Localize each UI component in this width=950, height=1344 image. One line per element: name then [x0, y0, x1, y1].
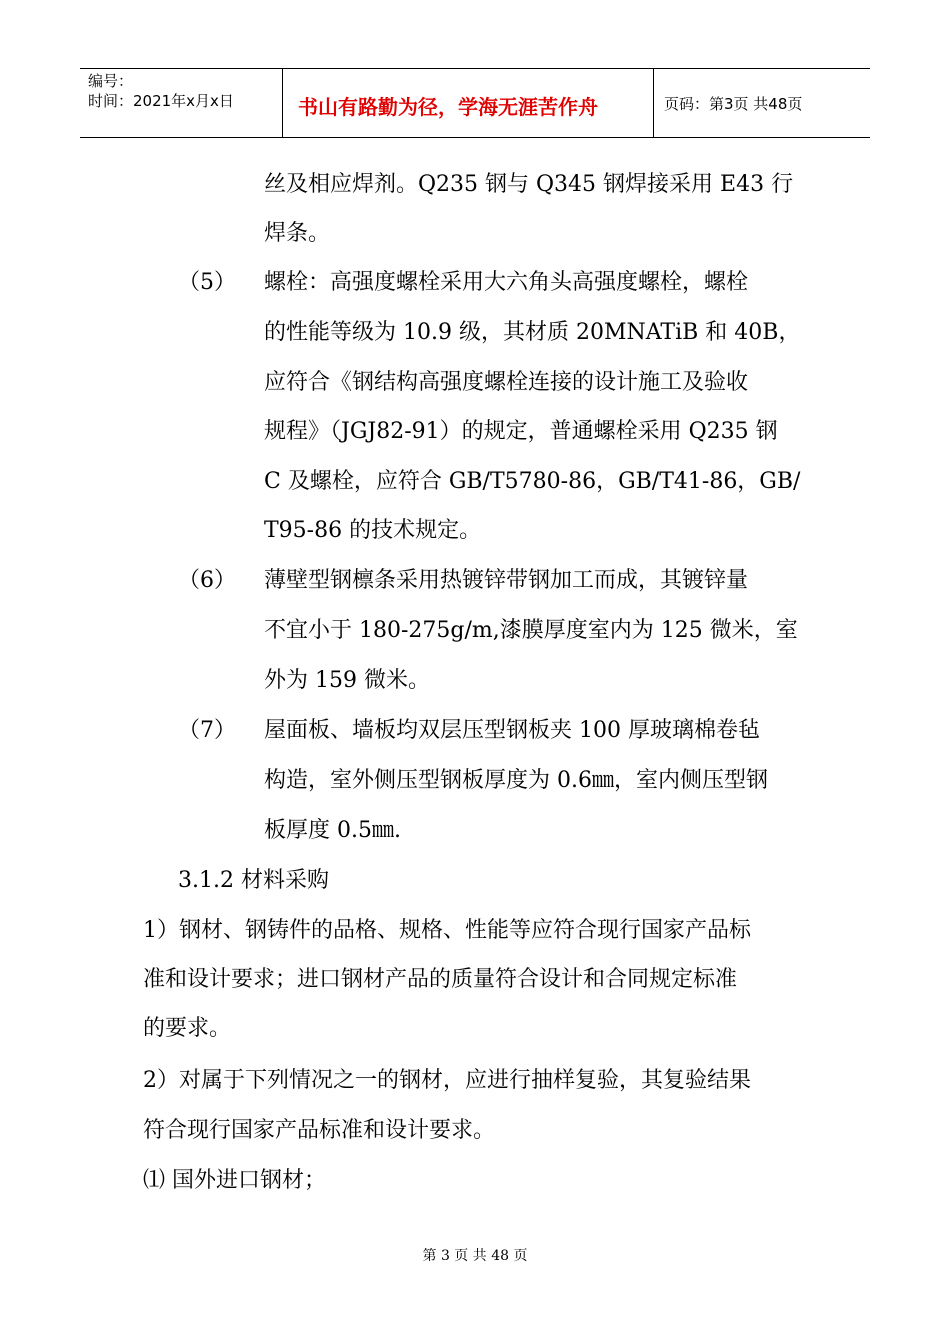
body-line: 丝及相应焊剂。Q235 钢与 Q345 钢焊接采用 E43 行 [264, 172, 794, 197]
page-header [80, 68, 870, 138]
header-page-cell [654, 69, 870, 137]
header-info-cell [80, 69, 283, 137]
item-number: （6） [178, 568, 236, 593]
header-code-label: 编号： [88, 72, 134, 90]
body-line: 规程》（JGJ82-91）的规定，普通螺栓采用 Q235 钢 [264, 419, 778, 444]
body-line: C 及螺栓，应符合 GB/T5780-86，GB/T41-86，GB/ [264, 469, 801, 494]
header-page-label: 页码：第3页 共48页 [664, 95, 803, 113]
body-line: 应符合《钢结构高强度螺栓连接的设计施工及验收 [264, 370, 749, 395]
header-motto: 书山有路勤为径，学海无涯苦作舟 [298, 95, 598, 119]
item-number: （5） [178, 270, 236, 295]
body-line: 屋面板、墙板均双层压型钢板夹 100 厚玻璃棉卷毡 [264, 718, 760, 743]
body-line: 焊条。 [264, 221, 331, 246]
page-footer: 第 3 页 共 48 页 [422, 1248, 528, 1264]
body-line: T95-86 的技术规定。 [264, 518, 482, 543]
header-time-label: 时间：2021年x月x日 [88, 92, 234, 110]
body-line: 构造，室外侧压型钢板厚度为 0.6㎜，室内侧压型钢 [264, 768, 768, 793]
body-line: 准和设计要求；进口钢材产品的质量符合设计和合同规定标准 [143, 967, 738, 992]
body-line: 不宜小于 180-275g/m,漆膜厚度室内为 125 微米，室 [264, 618, 798, 643]
body-line: 2）对属于下列情况之一的钢材，应进行抽样复验，其复验结果 [143, 1068, 751, 1093]
body-line: 螺栓：高强度螺栓采用大六角头高强度螺栓，螺栓 [264, 270, 749, 295]
body-line: 外为 159 微米。 [264, 668, 430, 693]
body-line: 的性能等级为 10.9 级，其材质 20MNATiB 和 40B， [264, 320, 801, 345]
body-line: ⑴ 国外进口钢材； [143, 1168, 326, 1193]
body-line: 符合现行国家产品标准和设计要求。 [143, 1118, 496, 1143]
body-line: 薄壁型钢檩条采用热镀锌带钢加工而成，其镀锌量 [264, 568, 749, 593]
header-motto-cell [283, 69, 654, 137]
body-line: 的要求。 [143, 1016, 232, 1041]
body-line: 板厚度 0.5㎜. [264, 818, 401, 843]
item-number: （7） [178, 718, 236, 743]
section-title: 3.1.2 材料采购 [178, 868, 329, 893]
body-line: 1）钢材、钢铸件的品格、规格、性能等应符合现行国家产品标 [143, 918, 751, 943]
